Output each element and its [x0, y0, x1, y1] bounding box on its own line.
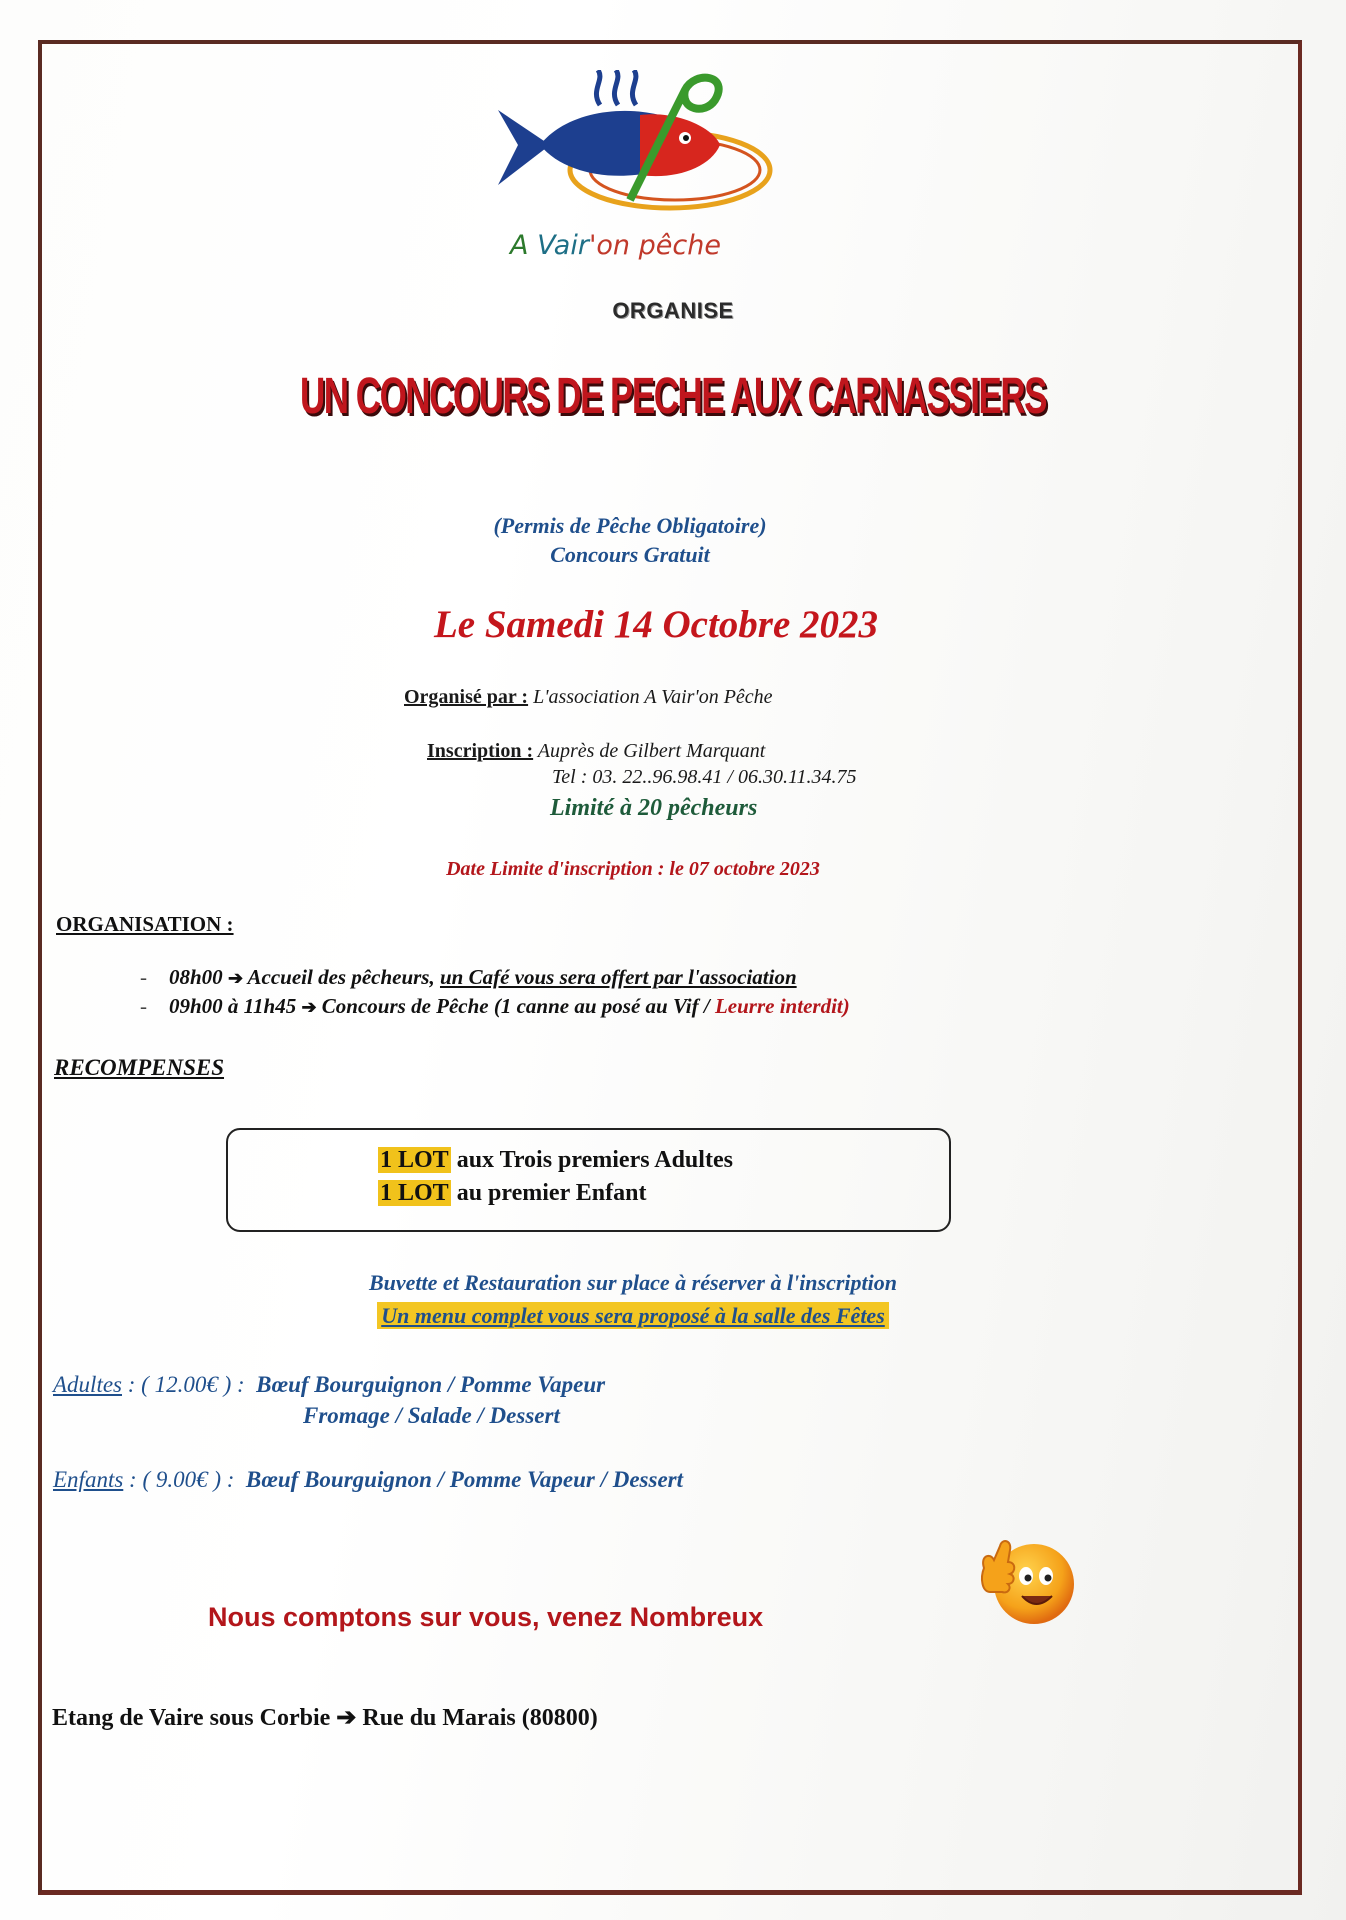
permis-note: (Permis de Pêche Obligatoire) [493, 513, 767, 538]
schedule-time: 09h00 à 11h45 [169, 994, 297, 1018]
reward-text: au premier Enfant [450, 1180, 647, 1206]
inscription-value: Auprès de Gilbert Marquant [533, 740, 766, 762]
free-contest-note: Concours Gratuit [550, 542, 710, 567]
event-date: Le Samedi 14 Octobre 2023 [433, 603, 879, 646]
lot-highlight: 1 LOT [380, 1180, 449, 1206]
schedule-text: Accueil des pêcheurs, [243, 965, 440, 989]
brand-part-a: A [510, 230, 529, 261]
child-menu-price: : ( 9.00€ ) : [123, 1467, 235, 1492]
child-menu-line [53, 1467, 683, 1493]
reward-line [378, 1180, 646, 1207]
location-address: Rue du Marais (80800) [362, 1705, 598, 1731]
list-dash: - [140, 994, 147, 1018]
closing-call: Nous comptons sur vous, venez Nombreux [208, 1602, 764, 1632]
brand-name [510, 230, 721, 261]
child-menu-dishes: Bœuf Bourguignon / Pomme Vapeur / Dessert [245, 1467, 684, 1492]
brand-part-vair: Vair [528, 230, 589, 261]
menu-notice: Un menu complet vous sera proposé à la salle des Fêtes [377, 1302, 889, 1329]
adult-menu-dishes-2: Fromage / Salade / Dessert [303, 1403, 560, 1428]
location-line [52, 1703, 598, 1732]
rewards-title: RECOMPENSES [54, 1055, 225, 1080]
menu-notice-line [0, 1303, 1266, 1329]
reward-line [378, 1147, 733, 1174]
adult-menu-price: : ( 12.00€ ) : [122, 1372, 245, 1397]
location-name: Etang de Vaire sous Corbie [52, 1705, 331, 1731]
brand-part-peche: pêche [638, 230, 721, 261]
thumbs-up-smiley-icon [976, 1528, 1080, 1628]
reward-text: aux Trois premiers Adultes [450, 1147, 733, 1173]
adult-menu-label: Adultes [53, 1372, 122, 1397]
child-menu-label: Enfants [53, 1467, 124, 1492]
inscription-label: Inscription : [427, 740, 534, 762]
schedule-text: Concours de Pêche (1 canne au posé au Vif / [316, 994, 715, 1018]
refreshments-note: Buvette et Restauration sur place à réserver à l'inscription [368, 1270, 897, 1295]
participant-limit: Limité à 20 pêcheurs [550, 795, 758, 821]
contest-headline: UN CONCOURS DE PECHE AUX CARNASSIERS [300, 368, 1046, 425]
list-dash: - [140, 965, 147, 989]
organised-by-line [404, 686, 773, 709]
lot-highlight: 1 LOT [380, 1147, 449, 1173]
registration-deadline: Date Limite d'inscription : le 07 octobre 2023 [446, 858, 820, 880]
right-arrow-icon: ➔ [336, 1705, 357, 1731]
right-arrow-icon: ➔ [227, 968, 244, 988]
organisation-title: ORGANISATION : [56, 912, 234, 936]
adult-menu-line [53, 1372, 605, 1398]
schedule-text-underlined: un Café vous sera offert par l'association [439, 965, 797, 989]
brand-part-on: 'on [588, 230, 631, 261]
schedule-item [140, 994, 850, 1019]
phone-numbers: Tel : 03. 22..96.98.41 / 06.30.11.34.75 [552, 766, 857, 788]
adult-menu-dishes: Bœuf Bourguignon / Pomme Vapeur [256, 1372, 606, 1397]
organise-heading: ORGANISE [612, 298, 734, 323]
right-arrow-icon: ➔ [301, 997, 317, 1017]
schedule-item [140, 965, 797, 990]
schedule-text-red: Leurre interdit) [714, 994, 850, 1018]
organised-by-label: Organisé par : [404, 686, 529, 708]
fish-logo-icon [480, 70, 780, 220]
schedule-time: 08h00 [169, 965, 223, 989]
organised-by-value: L'association A Vair'on Pêche [528, 686, 773, 708]
inscription-line [427, 740, 765, 763]
adult-menu-line-2 [303, 1403, 560, 1429]
